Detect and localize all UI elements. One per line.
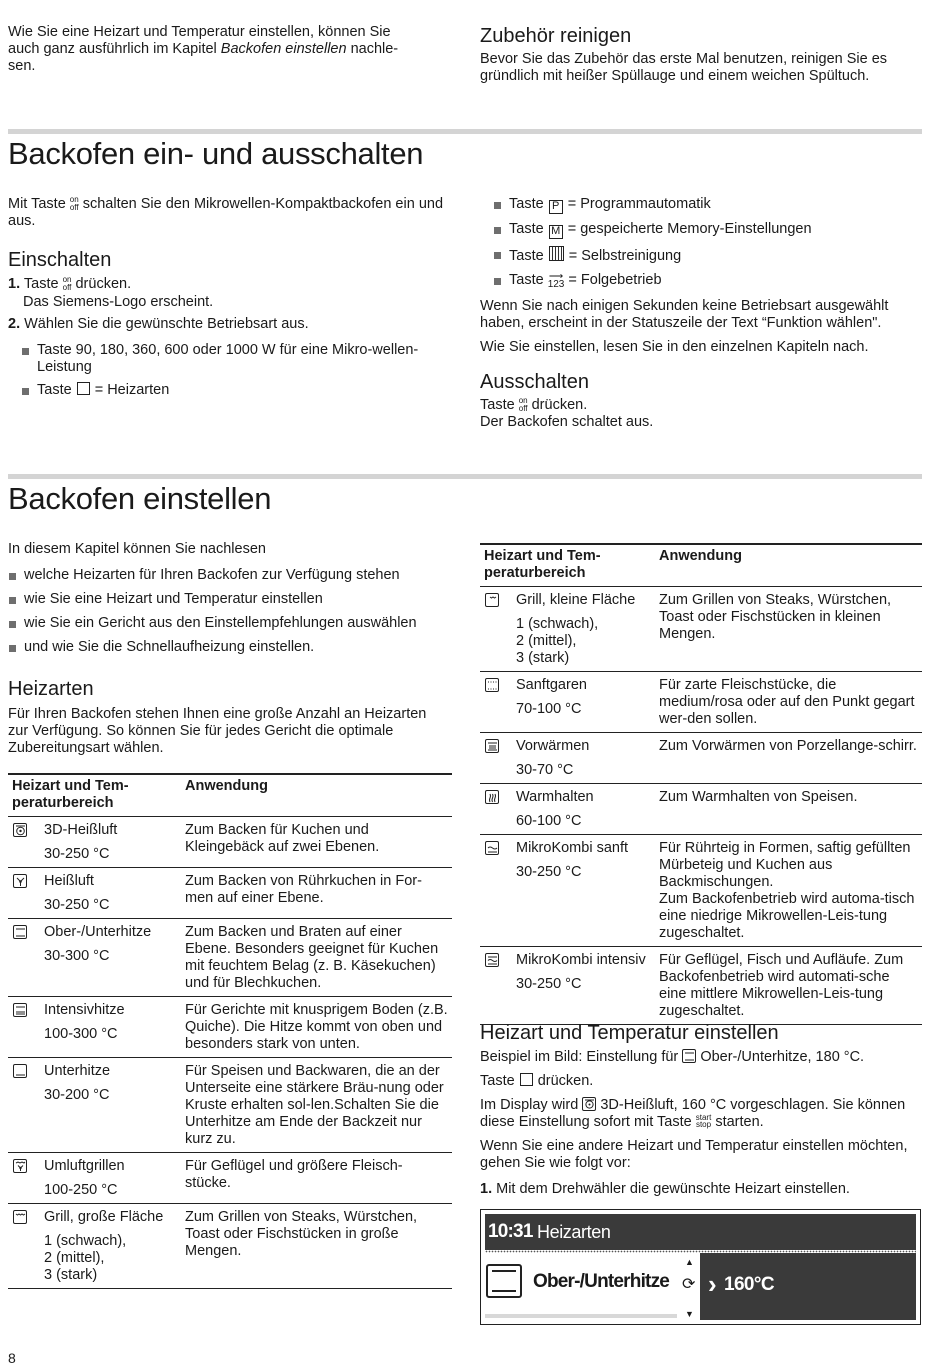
example-setting: Beispiel im Bild: Einstellung für Ober-/Unterhitze, 180 °C. — [480, 1049, 865, 1065]
grill-small-icon — [485, 593, 499, 607]
anwendung-cell: Zum Grillen von Steaks, Würstchen, Toast oder Fischstücken in kleinen Mengen. — [655, 587, 922, 672]
table-row — [480, 947, 922, 1025]
heizart-cell — [480, 784, 655, 835]
heizart-range: 30-250 °C — [516, 864, 582, 880]
m-key-icon: M — [549, 225, 563, 239]
display-title: Heizarten — [537, 1222, 611, 1242]
display-temperature: 160°C — [724, 1274, 775, 1295]
heizart-cell — [8, 868, 181, 919]
heizart-name: Heißluft — [44, 873, 94, 889]
heizarten-heading: Heizarten — [8, 678, 94, 700]
display-temperature-panel[interactable] — [700, 1253, 916, 1320]
intensive-icon — [13, 1003, 27, 1017]
top-bottom-heat-icon — [486, 1264, 522, 1298]
ausschalten-heading: Ausschalten — [480, 371, 589, 393]
heizart-name: Intensivhitze — [44, 1002, 125, 1018]
scroll-up-icon[interactable]: ▲ — [685, 1257, 694, 1267]
einschalten-step-1-result: Das Siemens-Logo erscheint. — [23, 294, 214, 310]
grill-large-icon — [13, 1210, 27, 1224]
start-stop-key-icon: start stop — [695, 1113, 712, 1129]
heizart-name: Grill, kleine Fläche — [516, 592, 636, 608]
heizarten-intro: Für Ihren Backofen stehen Ihnen eine große Anzahl an Heizarten zur Verfügung. So können Sie für jedes Gericht die optimale Zubereitungsart wählen. — [8, 706, 427, 756]
heizart-name: Unterhitze — [44, 1063, 111, 1079]
heizarten-key-icon — [77, 382, 90, 395]
heizarten-table-left — [8, 773, 452, 1289]
press-heizarten-key: Taste drücken. — [480, 1073, 594, 1089]
intro-left-text — [8, 24, 448, 75]
table-row — [480, 784, 922, 835]
oven-display — [480, 1209, 921, 1325]
section-divider-1 — [8, 129, 922, 134]
heizart-temperatur-heading: Heizart und Temperatur einstellen — [480, 1022, 779, 1044]
heizart-cell — [8, 817, 181, 868]
heizart-cell — [8, 919, 181, 997]
sequence-key-icon: ⟶ 123 — [547, 271, 565, 290]
anwendung-cell: Zum Vorwärmen von Porzellange-schirr. — [655, 733, 922, 784]
heizart-cell — [8, 997, 181, 1058]
section1-intro: Mit Taste on off schalten Sie den Mikrowellen-Kompaktbackofen ein und aus. — [8, 195, 444, 229]
display-suggestion: Im Display wird 3D-Heißluft, 160 °C vorgeschlagen. Sie können diese Einstellung sofort mit Taste start stop starten. — [480, 1097, 906, 1130]
anwendung-cell: Zum Warmhalten von Speisen. — [655, 784, 922, 835]
anwendung-cell: Für Geflügel und größere Fleisch-stücke. — [181, 1153, 452, 1204]
table-row — [480, 587, 922, 672]
chevron-right-icon: › — [708, 1269, 717, 1299]
section1-status-note: Wenn Sie nach einigen Sekunden keine Betriebsart ausgewählt haben, erscheint in der Statuszeile der Text “Funktion wählen". — [480, 298, 889, 331]
section2-intro: In diesem Kapitel können Sie nachlesen — [8, 541, 266, 557]
slow-icon — [485, 678, 499, 692]
anwendung-cell: Zum Backen für Kuchen und Kleingebäck auf zwei Ebenen. — [181, 817, 452, 868]
heizart-cell — [480, 672, 655, 733]
change-setting-note: Wenn Sie eine andere Heizart und Temperatur einstellen möchten, gehen Sie wie folgt vor: — [480, 1138, 908, 1171]
table-row — [8, 817, 452, 868]
heizart-range: 30-250 °C — [44, 897, 110, 913]
anwendung-cell: Zum Backen und Braten auf einer Ebene. Besonders geeignet für Kuchen mit feuchtem Belag (z. B. Käsekuchen) und für Blechkuchen. — [181, 919, 452, 997]
einschalten-options — [8, 342, 431, 399]
scroll-down-icon[interactable]: ▼ — [685, 1309, 694, 1319]
heizart-range: 60-100 °C — [516, 813, 582, 829]
heizart-range: 1 (schwach), 2 (mittel), 3 (stark) — [44, 1233, 127, 1283]
keepwarm-icon — [485, 790, 499, 804]
option-heizarten: Taste = Heizarten — [21, 382, 431, 399]
key-item-programmautomatik: Taste P = Programmautomatik — [493, 196, 922, 214]
on-off-key-icon: on off — [62, 275, 72, 292]
heizart-name: Warmhalten — [516, 789, 594, 805]
heizart-range: 30-250 °C — [44, 846, 110, 862]
heizart-name: Sanftgaren — [516, 677, 587, 693]
table-row — [8, 1058, 452, 1153]
section1-right — [480, 196, 922, 431]
mode-key-list — [480, 196, 922, 289]
heizart-name: Grill, große Fläche — [44, 1209, 164, 1225]
heizart-temperatur-section — [480, 1021, 922, 1198]
heizart-name: Vorwärmen — [516, 738, 590, 754]
p-key-icon: P — [549, 200, 563, 214]
rotate-icon: ⟳ — [682, 1276, 696, 1293]
anwendung-cell: Für Geflügel, Fisch und Aufläufe. Zum Backofenbetrieb wird automati-sche eine mittlere Mikrowellen-Leis-tung zugeschaltet. — [655, 947, 922, 1025]
chapter-item: welche Heizarten für Ihren Backofen zur Verfügung stehen — [8, 567, 452, 584]
key-item-selbstreinigung: Taste = Selbstreinigung — [493, 246, 922, 265]
heizart-range: 30-200 °C — [44, 1087, 110, 1103]
fan-3d-icon — [13, 823, 27, 837]
fan-grill-icon — [13, 1159, 27, 1173]
heizart-name: Umluftgrillen — [44, 1158, 125, 1174]
combi-intense-icon — [485, 953, 499, 967]
zubehoer-text: Bevor Sie das Zubehör das erste Mal benutzen, reinigen Sie es gründlich mit heißer Spüllauge und einem weichen Spültuch. — [480, 51, 888, 84]
on-off-key-icon: on off — [69, 195, 79, 212]
heizarten-key-icon — [520, 1073, 533, 1086]
heizart-range: 30-70 °C — [516, 762, 574, 778]
heizart-cell — [8, 1058, 181, 1153]
table-row — [480, 733, 922, 784]
combi-soft-icon — [485, 841, 499, 855]
heizart-range: 100-300 °C — [44, 1026, 118, 1042]
einschalten-heading: Einschalten — [8, 249, 112, 271]
table-header-anwendung: Anwendung — [181, 774, 452, 817]
display-mode-name: Ober-/Unterhitze — [533, 1271, 670, 1292]
intro-line-1: Wie Sie eine Heizart und Temperatur einstellen, können Sie — [8, 24, 391, 40]
section1-left — [8, 196, 448, 399]
table-row — [480, 835, 922, 947]
chapter-item: wie Sie eine Heizart und Temperatur einstellen — [8, 591, 452, 608]
heizart-name: MikroKombi intensiv — [516, 952, 646, 968]
chapter-item: und wie Sie die Schnellaufheizung einstellen. — [8, 639, 452, 656]
display-mode-scroll-indicator — [485, 1314, 677, 1318]
chapter-contents-list — [8, 567, 452, 656]
heizart-range: 100-250 °C — [44, 1182, 118, 1198]
table-row — [8, 868, 452, 919]
chapter-item: wie Sie ein Gericht aus den Einstellempfehlungen auswählen — [8, 615, 452, 632]
anwendung-cell: Für zarte Fleischstücke, die medium/rosa oder auf den Punkt gegart wer-den sollen. — [655, 672, 922, 733]
anwendung-cell: Zum Grillen von Steaks, Würstchen, Toast oder Fischstücken in große Mengen. — [181, 1204, 452, 1289]
heizart-cell — [8, 1204, 181, 1289]
ausschalten-step: Taste on off drücken. — [480, 396, 588, 413]
section-title-ein-ausschalten: Backofen ein- und ausschalten — [8, 136, 424, 171]
bottom-icon — [13, 1064, 27, 1078]
3d-hot-air-icon — [582, 1097, 596, 1111]
table-row — [480, 672, 922, 733]
self-clean-key-icon — [549, 246, 564, 261]
table-row — [8, 997, 452, 1058]
heizart-range: 30-250 °C — [516, 976, 582, 992]
heizart-cell — [480, 947, 655, 1025]
heizart-range: 70-100 °C — [516, 701, 582, 717]
anwendung-cell: Für Speisen und Backwaren, die an der Unterseite eine stärkere Bräu-nung oder Kruste erhalten sol-len.Schalten Sie die Unterhitze am Ende der Backzeit nur kurz zu. — [181, 1058, 452, 1153]
display-status-bar — [485, 1214, 916, 1250]
preheat-icon — [485, 739, 499, 753]
intro-line-3: sen. — [8, 58, 36, 74]
fan-icon — [13, 874, 27, 888]
ausschalten-result: Der Backofen schaltet aus. — [480, 414, 654, 430]
table-header-heizart: Heizart und Tem-peraturbereich — [480, 544, 655, 587]
page-number: 8 — [8, 1350, 16, 1366]
display-time: 10:31 — [488, 1221, 533, 1242]
table-row — [8, 1153, 452, 1204]
top-bottom-heat-icon — [682, 1049, 696, 1063]
table-row — [8, 919, 452, 997]
intro-line-2: auch ganz ausführlich im Kapitel Backofen einstellen nachle- — [8, 41, 399, 57]
anwendung-cell: Für Rührteig in Formen, saftig gefüllten Mürbeteig und Kuchen aus Backmischungen. Zum Backofenbetrieb wird automa-tisch eine niedrige Mikrowellen-Leis-tung zugeschaltet. — [655, 835, 922, 947]
table-header-anwendung: Anwendung — [655, 544, 922, 587]
section-divider-2 — [8, 474, 922, 479]
option-microwave-power: Taste 90, 180, 360, 600 oder 1000 W für eine Mikro-wellen-Leistung — [21, 342, 431, 376]
section-title-backofen-einstellen: Backofen einstellen — [8, 481, 272, 516]
on-off-key-icon: on off — [518, 396, 528, 413]
heizart-range: 30-300 °C — [44, 948, 110, 964]
heizart-name: 3D-Heißluft — [44, 822, 118, 838]
anwendung-cell: Zum Backen von Rührkuchen in For-men auf einer Ebene. — [181, 868, 452, 919]
einschalten-step-1: 1. Taste on off drücken. — [8, 275, 132, 292]
heizart-cell — [480, 587, 655, 672]
top-bottom-icon — [13, 925, 27, 939]
display-scroll-control[interactable] — [680, 1254, 700, 1320]
heizart-cell — [480, 733, 655, 784]
heizart-range: 1 (schwach), 2 (mittel), 3 (stark) — [516, 616, 599, 666]
heizart-cell — [480, 835, 655, 947]
display-mode-panel[interactable] — [485, 1256, 680, 1318]
einschalten-step-2: 2. Wählen Sie die gewünschte Betriebsart aus. — [8, 316, 309, 332]
heizart-name: MikroKombi sanft — [516, 840, 629, 856]
heizarten-table-right — [480, 543, 922, 1025]
zubehoer-section — [480, 24, 922, 85]
table-row — [8, 1204, 452, 1289]
anwendung-cell: Für Gerichte mit knusprigem Boden (z.B. Quiche). Die Hitze kommt von oben und besonders stark von unten. — [181, 997, 452, 1058]
zubehoer-heading: Zubehör reinigen — [480, 25, 632, 47]
key-item-folgebetrieb: Taste ⟶ 123 = Folgebetrieb — [493, 272, 922, 289]
heizart-name: Ober-/Unterhitze — [44, 924, 152, 940]
section2-left — [8, 541, 452, 757]
change-step-1: 1. Mit dem Drehwähler die gewünschte Heizart einstellen. — [480, 1181, 850, 1197]
key-item-memory: Taste M = gespeicherte Memory-Einstellungen — [493, 221, 922, 239]
heizart-cell — [8, 1153, 181, 1204]
table-header-heizart: Heizart und Tem-peraturbereich — [8, 774, 181, 817]
section1-chapter-note: Wie Sie einstellen, lesen Sie in den einzelnen Kapiteln nach. — [480, 339, 869, 355]
